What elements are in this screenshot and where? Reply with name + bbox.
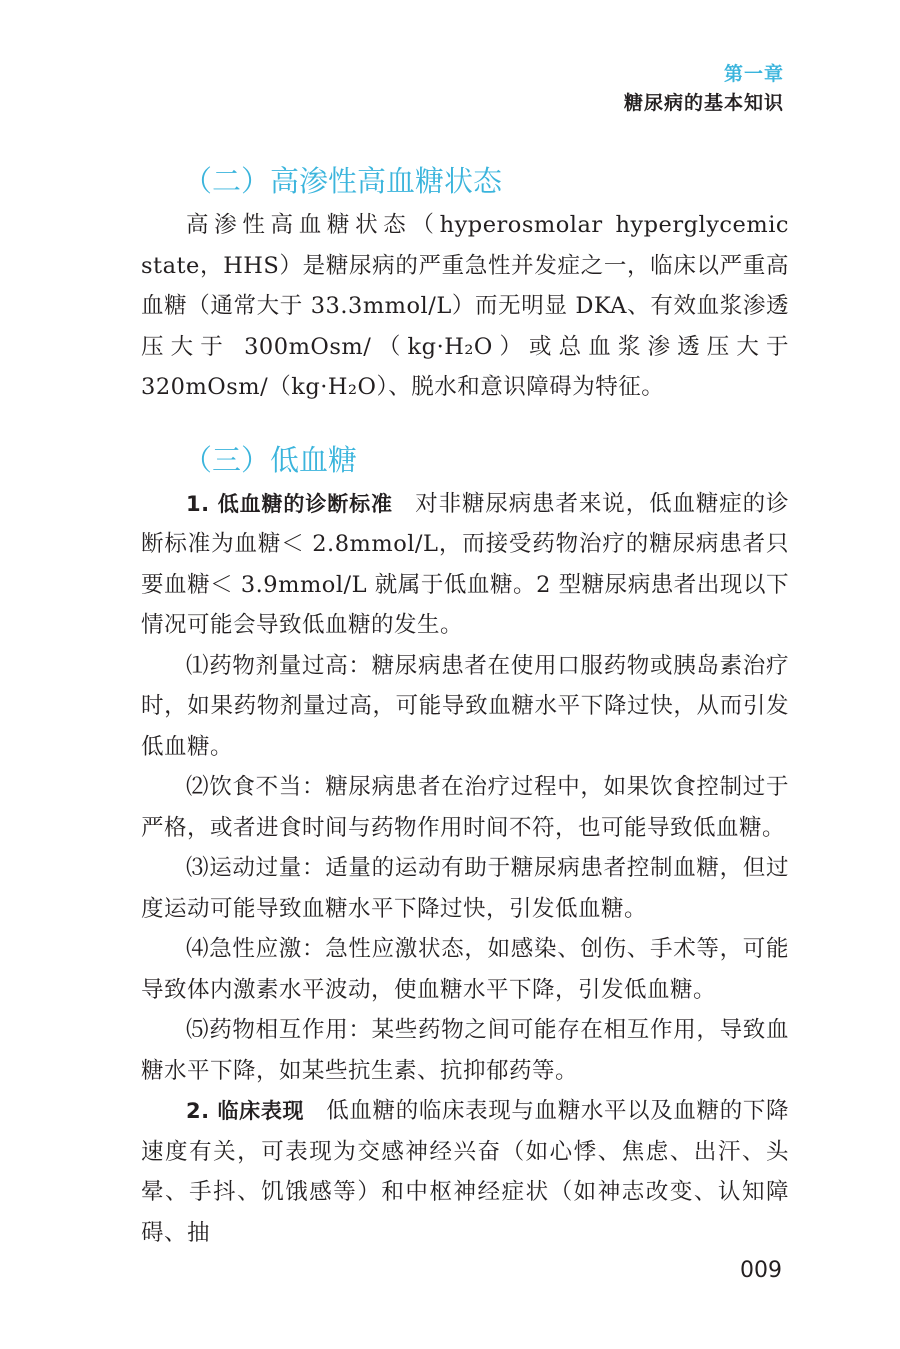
cause-item-3: ⑶运动过量：适量的运动有助于糖尿病患者控制血糖，但过度运动可能导致血糖水平下降过快，引发低血糖。 xyxy=(141,855,789,922)
clinical-text: 低血糖的临床表现与血糖水平以及血糖的下降速度有关，可表现为交感神经兴奋（如心悸、焦虑、出汗、头晕、手抖、饥饿感等）和中枢神经症状（如神志改变、认知障碍、抽 xyxy=(141,1098,789,1246)
page-number: 009 xyxy=(740,1258,782,1283)
cause-item-1: ⑴药物剂量过高：糖尿病患者在使用口服药物或胰岛素治疗时，如果药物剂量过高，可能导致血糖水平下降过快，从而引发低血糖。 xyxy=(141,652,789,760)
hhs-paragraph: 高渗性高血糖状态（hyperosmolar hyperglycemic state，HHS）是糖尿病的严重急性并发症之一，临床以严重高血糖（通常大于 33.3mmol/L）而无明显 DKA、有效血浆渗透压大于 300mOsm/（kg·H₂O）或总血浆渗透压大于 320mOsm/（kg·H₂O）、脱水和意识障碍为特征。 xyxy=(141,212,789,400)
clinical-title: 2. 临床表现 xyxy=(186,1099,305,1123)
page-body xyxy=(141,157,789,1253)
running-header xyxy=(624,60,784,118)
cause-item-2: ⑵饮食不当：糖尿病患者在治疗过程中，如果饮食控制过于严格，或者进食时间与药物作用时间不符，也可能导致低血糖。 xyxy=(141,774,789,841)
diagnosis-paragraph xyxy=(141,484,789,646)
chapter-number: 第一章 xyxy=(723,63,784,85)
section-heading-hypoglycemia: （三）低血糖 xyxy=(183,442,358,477)
cause-item-5: ⑸药物相互作用：某些药物之间可能存在相互作用，导致血糖水平下降，如某些抗生素、抗抑郁药等。 xyxy=(141,1017,789,1084)
cause-item-4: ⑷急性应激：急性应激状态，如感染、创伤、手术等，可能导致体内激素水平波动，使血糖水平下降，引发低血糖。 xyxy=(141,936,789,1003)
clinical-paragraph xyxy=(141,1091,789,1253)
chapter-title: 糖尿病的基本知识 xyxy=(623,92,784,114)
diagnosis-text: 对非糖尿病患者来说，低血糖症的诊断标准为血糖＜ 2.8mmol/L，而接受药物治疗的糖尿病患者只要血糖＜ 3.9mmol/L 就属于低血糖。2 型糖尿病患者出现以下情况可能会导致低血糖的发生。 xyxy=(141,490,789,638)
diagnosis-title: 1. 低血糖的诊断标准 xyxy=(186,491,393,516)
section-heading-hhs: （二）高渗性高血糖状态 xyxy=(183,164,503,198)
